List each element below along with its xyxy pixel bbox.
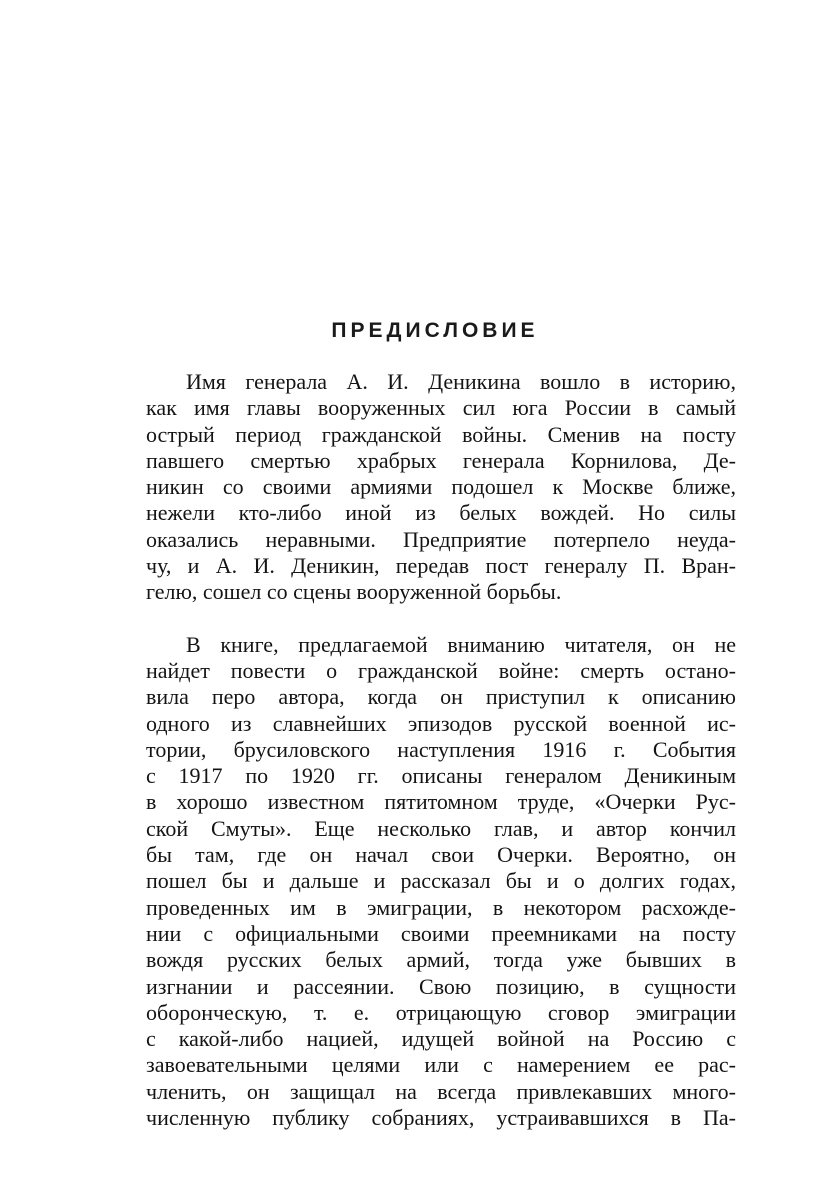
text-line: гелю, сошел со сцены вооруженной борьбы. — [146, 579, 562, 605]
text-line: никин со своими армиями подошел к Москве ближе, — [146, 474, 736, 500]
text-line: проведенных им в эмиграции, в некотором расхожде- — [146, 894, 736, 920]
text-line: оборонческую, т. е. отрицающую сговор эмиграции — [146, 999, 736, 1025]
paragraph-2 — [146, 632, 736, 1132]
text-line: с какой-либо нацией, идущей войной на Россию с — [146, 1026, 736, 1052]
text-line: найдет повести о гражданской войне: смерть остано- — [146, 657, 736, 683]
text-line: вила перо автора, когда он приступил к описанию — [146, 684, 736, 710]
text-line: острый период гражданской войны. Сменив на посту — [146, 421, 736, 447]
text-line: бы там, где он начал свои Очерки. Вероятно, он — [146, 842, 736, 868]
text-line: ской Смуты». Еще несколько глав, и автор кончил — [146, 815, 736, 841]
preface-text — [146, 369, 736, 1131]
text-line: пошел бы и дальше и рассказал бы и о долгих годах, — [146, 868, 736, 894]
text-line: вождя русских белых армий, тогда уже бывших в — [146, 947, 736, 973]
text-line: нежели кто-либо иной из белых вождей. Но силы — [146, 500, 736, 526]
text-line: изгнании и рассеянии. Свою позицию, в сущности — [146, 973, 736, 999]
text-line: как имя главы вооруженных сил юга России в самый — [146, 395, 736, 421]
text-line: павшего смертью храбрых генерала Корнилова, Де- — [146, 447, 736, 473]
text-line: завоевательными целями или с намерением ее рас- — [146, 1052, 736, 1078]
text-line: тории, брусиловского наступления 1916 г. События — [146, 736, 736, 762]
text-line: в хорошо известном пятитомном труде, «Очерки Рус- — [146, 789, 736, 815]
text-line: чу, и А. И. Деникин, передав пост генералу П. Вран- — [146, 553, 736, 579]
text-line: Имя генерала А. И. Деникина вошло в историю, — [186, 369, 736, 394]
text-line: В книге, предлагаемой вниманию читателя, он не — [186, 631, 736, 657]
text-line: с 1917 по 1920 гг. описаны генералом Деникиным — [146, 763, 736, 789]
paragraph-gap — [146, 606, 736, 632]
text-line: нии с официальными своими преемниками на посту — [146, 920, 736, 946]
text-line: членить, он защищал на всегда привлекавших много- — [146, 1078, 736, 1104]
text-line: одного из славнейших эпизодов русской военной ис- — [146, 710, 736, 736]
page-title: ПРЕДИСЛОВИЕ — [331, 319, 539, 342]
paragraph-1 — [146, 369, 736, 606]
text-line: численную публику собраниях, устраивавшихся в Па- — [146, 1105, 736, 1131]
text-line: оказались неравными. Предприятие потерпело неуда- — [146, 526, 736, 552]
